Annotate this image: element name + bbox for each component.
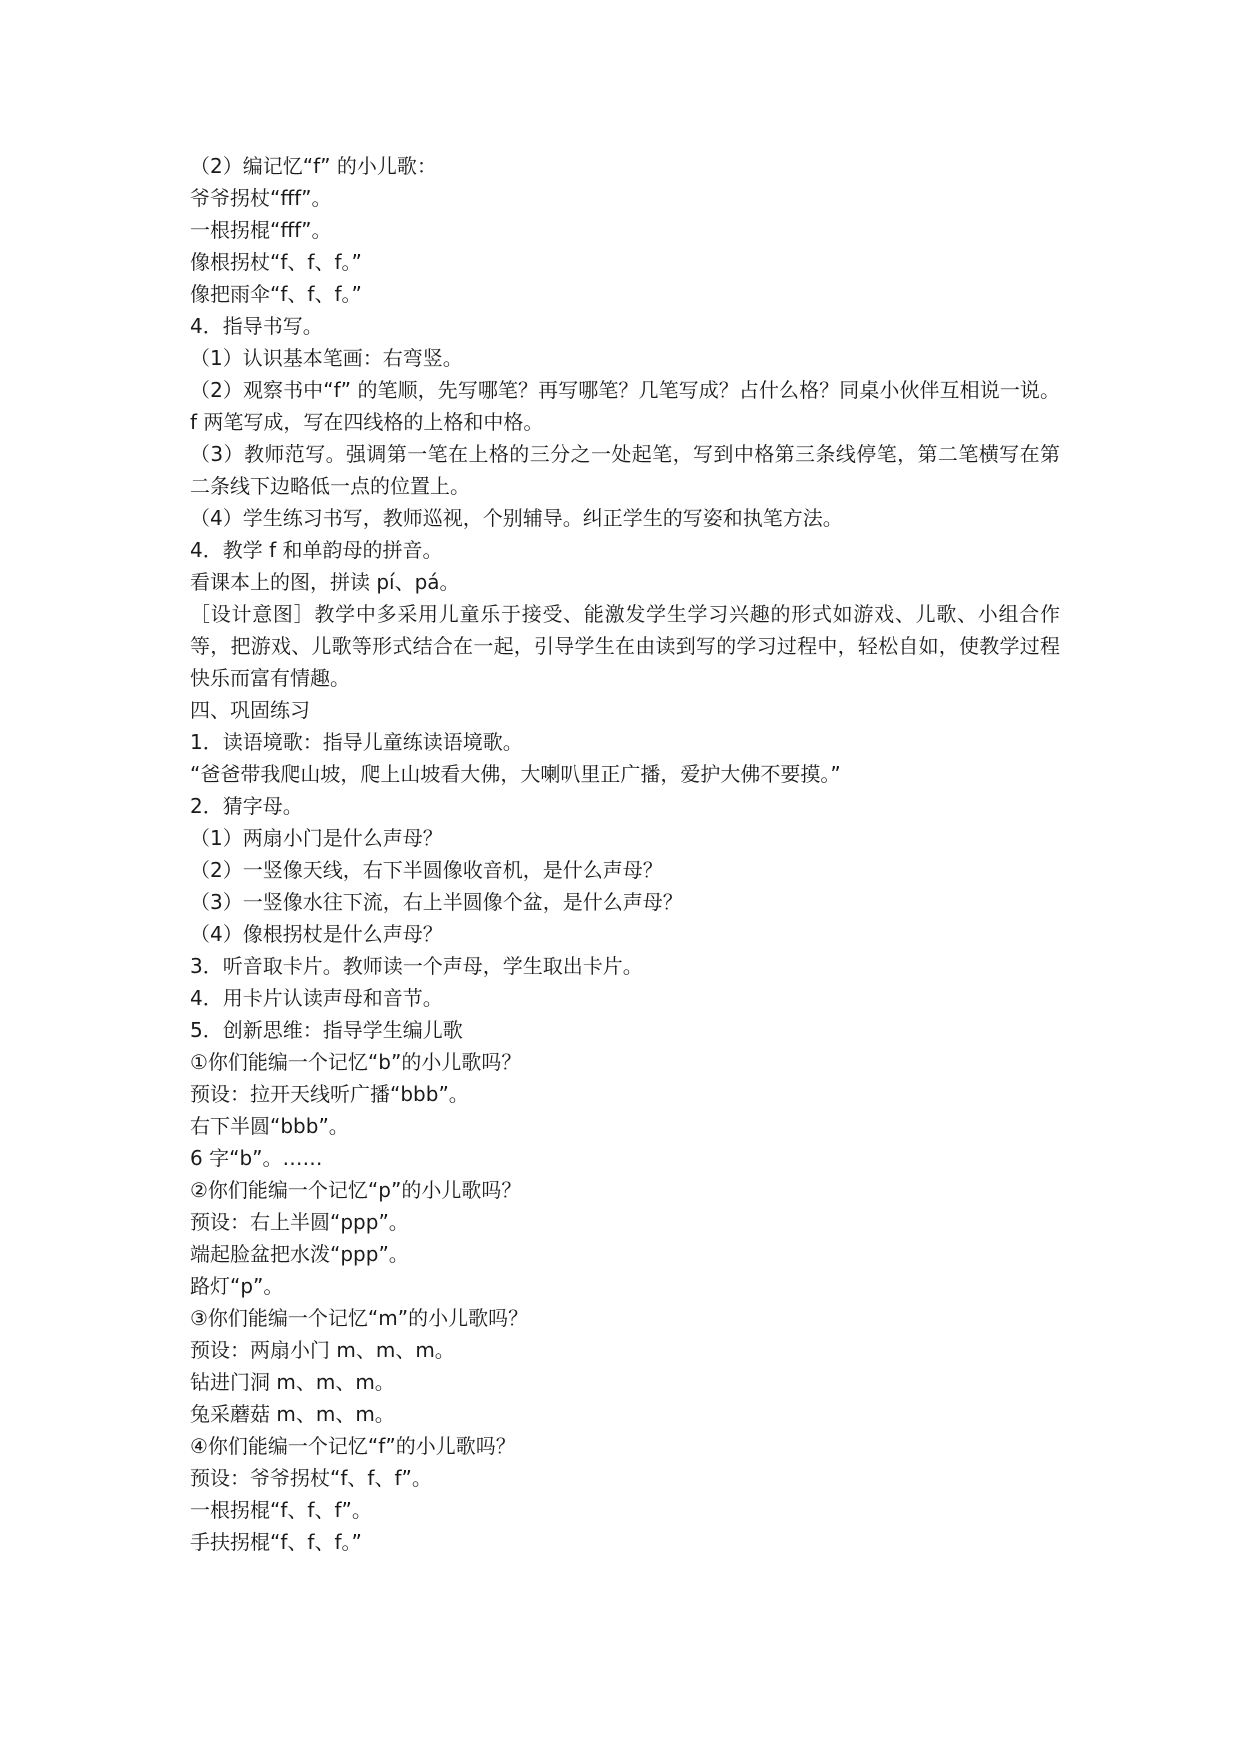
text-line: 像把雨伞“f、f、f。” (190, 282, 362, 306)
section-heading: 4．用卡片认读声母和音节。 (190, 986, 443, 1010)
text-line: 一根拐棍“f、f、f”。 (190, 1498, 372, 1522)
text-line: ③你们能编一个记忆“m”的小儿歌吗？ (190, 1306, 529, 1330)
text-line: 端起脸盆把水泼“ppp”。 (190, 1242, 409, 1266)
text-line: 预设：右上半圆“ppp”。 (190, 1210, 409, 1234)
section-heading: 四、巩固练习 (190, 698, 310, 722)
text-line: （2）一竖像天线，右下半圆像收音机，是什么声母？ (190, 858, 663, 882)
text-line: 手扶拐棍“f、f、f。” (190, 1530, 362, 1554)
section-heading: 5．创新思维：指导学生编儿歌 (190, 1018, 463, 1042)
section-heading: 4．教学 f 和单韵母的拼音。 (190, 538, 443, 562)
section-heading: 1．读语境歌：指导儿童练读语境歌。 (190, 730, 523, 754)
text-line: 右下半圆“bbb”。 (190, 1114, 349, 1138)
section-heading: 2．猜字母。 (190, 794, 303, 818)
text-line: “爸爸带我爬山坡，爬上山坡看大佛，大喇叭里正广播，爱护大佛不要摸。” (190, 762, 841, 786)
design-intent-paragraph: ［设计意图］教学中多采用儿童乐于接受、能激发学生学习兴趣的形式如游戏、儿歌、小组合作等，把游戏、儿歌等形式结合在一起，引导学生在由读到写的学习过程中，轻松自如，使教学过程快乐而富有情趣。 (190, 602, 1060, 690)
text-line: 预设：爷爷拐杖“f、f、f”。 (190, 1466, 432, 1490)
text-line: ②你们能编一个记忆“p”的小儿歌吗？ (190, 1178, 522, 1202)
text-line: 6 字“b”。…… (190, 1146, 323, 1170)
text-line: （4）学生练习书写，教师巡视，个别辅导。纠正学生的写姿和执笔方法。 (190, 506, 843, 530)
text-line: 预设：两扇小门 m、m、m。 (190, 1338, 455, 1362)
text-line: ①你们能编一个记忆“b”的小儿歌吗？ (190, 1050, 522, 1074)
text-line: （3）一竖像水往下流，右上半圆像个盆，是什么声母？ (190, 890, 683, 914)
text-paragraph: （2）观察书中“f” 的笔顺，先写哪笔？再写哪笔？几笔写成？占什么格？同桌小伙伴互相说一说。f 两笔写成，写在四线格的上格和中格。 (190, 378, 1060, 434)
section-heading: 3．听音取卡片。教师读一个声母，学生取出卡片。 (190, 954, 643, 978)
document-body (190, 150, 1060, 1558)
section-heading: 4．指导书写。 (190, 314, 323, 338)
text-line: 看课本上的图，拼读 pí、pá。 (190, 570, 460, 594)
text-line: （1）认识基本笔画：右弯竖。 (190, 346, 463, 370)
text-line: 预设：拉开天线听广播“bbb”。 (190, 1082, 469, 1106)
text-line: （4）像根拐杖是什么声母？ (190, 922, 443, 946)
text-line: （1）两扇小门是什么声母？ (190, 826, 443, 850)
text-line: 一根拐棍“fff”。 (190, 218, 332, 242)
text-line: 兔采蘑菇 m、m、m。 (190, 1402, 395, 1426)
text-line: 爷爷拐杖“fff”。 (190, 186, 332, 210)
text-line: （2）编记忆“f” 的小儿歌： (190, 154, 437, 178)
text-line: 像根拐杖“f、f、f。” (190, 250, 362, 274)
text-paragraph: （3）教师范写。强调第一笔在上格的三分之一处起笔，写到中格第三条线停笔，第二笔横写在第二条线下边略低一点的位置上。 (190, 442, 1060, 498)
text-line: 路灯“p”。 (190, 1274, 284, 1298)
text-line: 钻进门洞 m、m、m。 (190, 1370, 395, 1394)
text-line: ④你们能编一个记忆“f”的小儿歌吗？ (190, 1434, 516, 1458)
